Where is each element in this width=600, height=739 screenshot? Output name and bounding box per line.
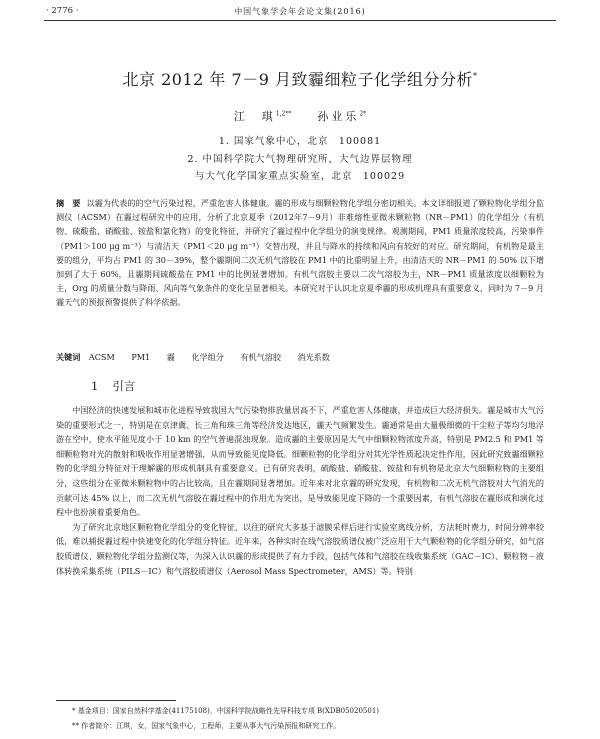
affiliation-1: 1. 国家气象中心，北京 100081 (218, 136, 382, 147)
affiliation-2-continued: 与大气化学国家重点实验室，北京 100029 (194, 171, 406, 182)
keywords (56, 352, 544, 363)
paper-title (0, 67, 600, 90)
keyword: PM1 (131, 352, 151, 362)
keyword: 化学组分 (191, 352, 224, 362)
author-2: 孙业乐 (317, 110, 360, 123)
affiliation-2: 2. 中国科学院大气物理研究所，大气边界层物理 (187, 154, 413, 165)
paragraph: 中国经济的快速发展和城市化进程导致我国大气污染物排放量居高不下，严重危害人体健康，并造成巨大经济损失。霾是城市大气污染的重要形式之一，特别是在京津冀、长三角和珠三角等经济发达地区，霾天气频繁发生。霾通常是由大量极细微的干尘粒子等均匀地浮游在空中，使水平能见度小于 10 km 的空气普遍混浊现象。造成霾的主要原因是大气中细颗粒物浓度升高，特别是 PM2.5 和 PM1 等细颗粒物对光的散射和吸收作用显著增强，从而导致能见度降低。细颗粒物的化学组分对其光学性质起决定性作用，因此研究致霾细颗粒物的化学组分特征对于理解霾的形成机制具有重要意义。已有研究表明，硫酸盐、硝酸盐、铵盐和有机物是北京大气细颗粒物的主要组分，这些组分在亚微米颗粒物中的占比较高，且在霾期间显著增加。近年来对北京霾的研究发现，有机物和二次无机气溶胶对大气消光的贡献可达 45% 以上，而二次无机气溶胶在霾过程中的作用尤为突出，是导致能见度下降的一个重要因素，有机气溶胶在霾形成和演化过程中也扮演着重要角色。 (56, 405, 544, 518)
page-number: · 2776 · (46, 6, 79, 16)
title-footnote-mark: * (472, 71, 478, 81)
keyword: ACSM (88, 352, 115, 362)
section-title: 引言 (112, 379, 136, 393)
author-line (0, 108, 600, 124)
keyword: 霾 (166, 352, 175, 362)
author-2-affiliation-mark: 2* (359, 110, 367, 118)
author-1: 江 琪 (233, 110, 276, 123)
keywords-label: 关键词 (56, 352, 81, 362)
running-header: 中国气象学会年会论文集(2016) (234, 7, 366, 16)
author-1-affiliation-mark: 1,2** (275, 110, 292, 118)
keyword: 有机气溶胶 (240, 352, 281, 362)
body-text (56, 403, 544, 578)
section-number: 1 (91, 379, 99, 393)
footnote-rule (56, 700, 176, 701)
section-heading (91, 378, 135, 394)
keyword: 消光系数 (297, 352, 330, 362)
footnote-funding: * 基金项目：国家自然科学基金(41175108)，中国科学院战略性先导科技专项 B(XDB05020501) (72, 707, 380, 715)
abstract (56, 196, 544, 310)
abstract-label: 摘 要 (56, 198, 81, 208)
abstract-text: 以霾为代表的的空气污染过程，严重危害人体健康。霾的形成与细颗粒物化学组分密切相关。本文详细报道了颗粒物化学组分监测仪（ACSM）在霾过程研究中的应用，分析了北京夏季（2012年7－9月）非难熔性亚微米颗粒物（NR－PM1）的化学组分（有机物、硫酸盐、硝酸盐、铵盐和氯化物）的变化特征，并研究了霾过程中化学组分的演变规律。观测期间，PM1 质量浓度较高，污染事件（PM1＞100 μg m⁻³）与清洁天（PM1＜20 μg m⁻³）交替出现，并且与降水的持续和风向有较好的对应。研究期间，有机物是最主要的组分，平均占 PM1 的 30－39%，整个霾期间二次无机气溶胶在 PM1 中的比重明显上升，由清洁天的 NR－PM1 的 50% 以下增加到了大于 60%，且霾期间硫酸盐在 PM1 中的比例显著增加。有机气溶胶主要以二次气溶胶为主，NR－PM1 质量浓度以细颗粒为主，Org 的质量分数与降雨、风向等气象条件的变化呈显著相关。本研究对于认识北京夏季霾的形成机理具有重要意义，同时为 7－9 月霾天气的预报预警提供了科学依据。 (56, 198, 544, 308)
paragraph: 为了研究北京地区颗粒物化学组分的变化特征，以往的研究大多基于滤膜采样后进行实验室离线分析，方法耗时费力，时间分辨率较低，难以捕捉霾过程中快速变化的化学组分特征。近年来，各种实时在线气溶胶质谱仪被广泛应用于大气颗粒物的化学组分研究，如气溶胶质谱仪、颗粒物化学组分监测仪等，为深入认识霾的形成提供了有力手段，包括气体和气溶胶在线收集系统（GAC－IC）、颗粒物－液体转换采集系统（PILS－IC）和气溶胶质谱仪（Aerosol Mass Spectrometer，AMS）等。特别 (56, 521, 544, 576)
header-rule (44, 20, 556, 21)
paper-title-text: 北京 2012 年 7－9 月致霾细粒子化学组分分析 (122, 70, 473, 89)
footnote-author: ** 作者简介：江琪，女，国家气象中心，工程师，主要从事大气污染预报和研究工作。 (72, 722, 341, 730)
